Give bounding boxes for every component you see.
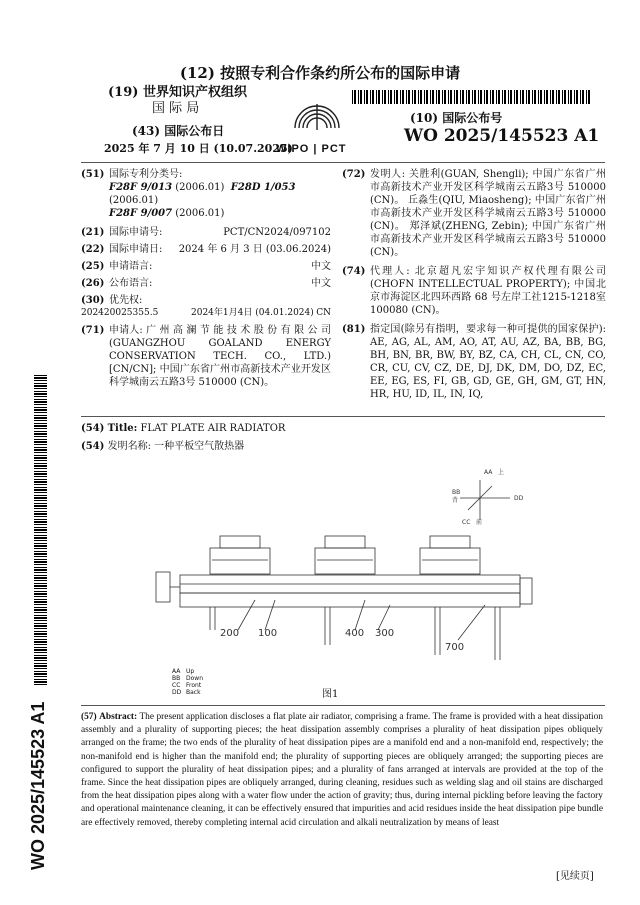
ref-label: 400 <box>345 628 365 639</box>
agent-code: (74) <box>342 266 366 277</box>
ref-label: 200 <box>220 628 240 639</box>
legend-row: AA Up <box>172 668 195 675</box>
inventor-code: (72) <box>342 169 366 180</box>
org-name: 世界知识产权组织 <box>142 85 247 100</box>
wipo-logo <box>282 100 352 144</box>
prio-number: 202420025355.5 <box>81 308 159 318</box>
inventor-row <box>342 168 606 259</box>
lang-label: 申请语言: <box>109 261 153 272</box>
states-row <box>342 323 606 401</box>
prio-code: (30) <box>81 295 105 306</box>
pub-no-code: (10) <box>410 111 439 125</box>
abstract-text: The present application discloses a flat plate air radiator, comprising a frame. The frame is provided with a heat dissipation assembly and a plurality of supporting pieces; the heat dissipation assembly comprises a plurality of heat dissipation pipes obliquely arranged on the frame; the two ends of the plurality of heat dissipation pipes are a manifold end and a non-manifold end, respectively; the non-manifold end is higher than the manifold end; the plurality of supporting pieces are obliquely arranged; the supporting pieces are configured to support the plurality of heat dissipation pipes; and a plurality of fans arranged at intervals are provided at the top of the frame. Since the heat dissipation pipes are obliquely arranged, during cleaning, residues such as welding slag and oil stains are discharged from the heat dissipation pipes along with a water flow under the action of gravity; thus, during internal pickling before leaving the factory and operational maintenance cleaning, it can be effectively ensured that impurities and acid residues inside the heat dissipation pipe bundle are effectively removed, thereby completing internal acid circulation and alkali neutralization by means of least <box>81 712 603 828</box>
ref-label: 100 <box>258 628 278 639</box>
title-en-text: FLAT PLATE AIR RADIATOR <box>140 423 286 434</box>
states-text: 指定国(除另有指明，要求每一种可提供的国家保护): AE, AG, AL, AM, AO, AT, AU, AZ, BA, BB, BG, BH, BN, BR, BW, BY, BZ, CA, CH, CL, CN, CO, CR, CU, CV, CZ, DE, DJ, DK, DM, DO, DZ, EC, EE, EG, ES, FI, GB, GD, GE, GH, GM, GT, HN, HR, HU, ID, IL, IN, IQ, <box>370 324 606 400</box>
app-no-value: PCT/CN2024/097102 <box>223 227 331 238</box>
legend-row: CC Front <box>172 682 202 689</box>
pub-date-code: (43) <box>132 124 161 138</box>
legend-row: BB Down <box>172 675 204 682</box>
ipc-label: 国际专利分类号: <box>109 169 183 180</box>
wipo-emblem-icon <box>282 100 352 144</box>
org-sub: 国 际 局 <box>152 101 200 116</box>
pub-date-label-row <box>132 125 224 138</box>
language-row <box>81 260 331 273</box>
bibliographic-right <box>342 168 606 401</box>
pub-number: WO 2025/145523 A1 <box>404 126 600 146</box>
publang-value: 中文 <box>311 278 331 289</box>
compass-label-up: 上 <box>498 469 505 476</box>
title-zh-row <box>81 440 244 453</box>
inventor-text: 发明人: 关胜利(GUAN, Shengli); 中国广东省广州市高新技术产业开发区科学城南云五路3号 510000 (CN)。 丘淼生(QIU, Miaosheng); 中国广东省广州市高新技术产业开发区科学城南云五路3号 510000 (CN)。 郑泽斌(ZHENG, Zebin); 中国广东省广州市高新技术产业开发区科学城南云五路3号 510000 (CN)。 <box>370 169 606 258</box>
app-no-label: 国际申请号: <box>109 227 163 238</box>
title-en-row <box>81 422 285 435</box>
radiator-drawing <box>140 460 580 700</box>
app-no-code: (21) <box>81 227 105 238</box>
header-barcode <box>352 90 590 104</box>
title-en-label: Title: <box>107 423 138 434</box>
agent-row <box>342 265 606 317</box>
title-en-code: (54) <box>81 423 105 434</box>
pub-no-label-row <box>410 112 502 125</box>
compass-label-back: 背 <box>452 497 459 504</box>
filing-code: (22) <box>81 244 105 255</box>
radiator-body <box>156 536 532 660</box>
ipc-line-1 <box>81 181 331 207</box>
publang-code: (26) <box>81 278 105 289</box>
abstract-divider <box>81 705 605 706</box>
ipc-version-3: (2006.01) <box>175 208 225 219</box>
ipc-version-2: (2006.01) <box>109 195 159 206</box>
figure-1 <box>140 460 580 700</box>
publang-label: 公布语言: <box>109 278 153 289</box>
ref-label: 700 <box>445 642 465 653</box>
filing-row <box>81 243 331 256</box>
ipc-row <box>81 168 331 181</box>
side-pub-number: WO 2025/145523 A1 <box>28 701 48 870</box>
abstract <box>81 711 603 830</box>
title-zh-code: (54) <box>81 441 105 452</box>
agent-text: 代理人: 北京超凡宏宇知识产权代理有限公司(CHOFN INTELLECTUAL PROPERTY); 中国北京市海淀区北四环西路 68 号左岸工社1215-1218室 100080 (CN)。 <box>370 266 606 316</box>
document-type-heading: (12) 按照专利合作条约所公布的国际申请 <box>179 64 461 82</box>
pub-no-label: 国际公布号 <box>442 111 503 125</box>
ipc-class-2: F28D 1/053 <box>230 182 296 193</box>
title-zh-label: 发明名称: <box>107 441 151 452</box>
filing-value: 2024 年 6 月 3 日 (03.06.2024) <box>178 244 331 255</box>
compass-label-aa: AA <box>484 469 493 476</box>
figure-caption: 图1 <box>322 689 339 700</box>
lang-code: (25) <box>81 261 105 272</box>
wipo-text: WIPO | PCT <box>276 143 347 155</box>
compass-label-bb: BB <box>452 489 461 496</box>
pub-date: 2025 年 7 月 10 日 (10.07.2025) <box>104 142 293 155</box>
applicant-row <box>81 324 331 389</box>
compass-label-cc: CC <box>462 519 471 526</box>
pub-date-label: 国际公布日 <box>164 124 225 138</box>
ipc-class-1: F28F 9/013 <box>109 182 173 193</box>
prio-label: 优先权: <box>109 295 143 306</box>
lang-value: 中文 <box>311 261 331 272</box>
abstract-label: Abstract: <box>99 712 138 722</box>
prio-date: 2024年1月4日 (04.01.2024) <box>191 308 314 318</box>
compass-label-front: 前 <box>476 519 483 526</box>
title-zh-text: 一种平板空气散热器 <box>154 441 245 452</box>
org-block <box>108 86 247 99</box>
continued-note: [见续页] <box>556 871 594 882</box>
filing-label: 国际申请日: <box>109 244 163 255</box>
header-divider <box>81 162 605 163</box>
figure-legend <box>172 668 203 696</box>
priority-data <box>81 307 331 319</box>
ipc-line-2 <box>81 207 331 220</box>
ref-label: 300 <box>375 628 395 639</box>
pub-language-row <box>81 277 331 290</box>
prio-country: CN <box>316 308 331 318</box>
ipc-code: (51) <box>81 169 105 180</box>
applicant-code: (71) <box>81 325 105 336</box>
ipc-class-3: F28F 9/007 <box>109 208 173 219</box>
bibliographic-left <box>81 168 331 389</box>
abstract-code: (57) <box>81 712 97 722</box>
side-barcode <box>34 375 47 685</box>
compass-icon <box>460 480 510 520</box>
ipc-version-1: (2006.01) <box>175 182 225 193</box>
app-no-row <box>81 226 331 239</box>
states-code: (81) <box>342 324 366 335</box>
title-divider <box>81 416 605 417</box>
compass-label-dd: DD <box>514 495 524 502</box>
applicant-text: 申请人: 广 州 高 澜 节 能 技 术 股 份 有 限 公 司 (GUANGZHOU GOALAND ENERGY CONSERVATION TECH. CO., LTD.) [CN/CN]; 中国广东省广州市高新技术产业开发区科学城南云五路3号 510000 (CN)。 <box>109 325 331 388</box>
legend-row: DD Back <box>172 689 201 696</box>
priority-row <box>81 294 331 307</box>
org-code: (19) <box>108 85 139 100</box>
